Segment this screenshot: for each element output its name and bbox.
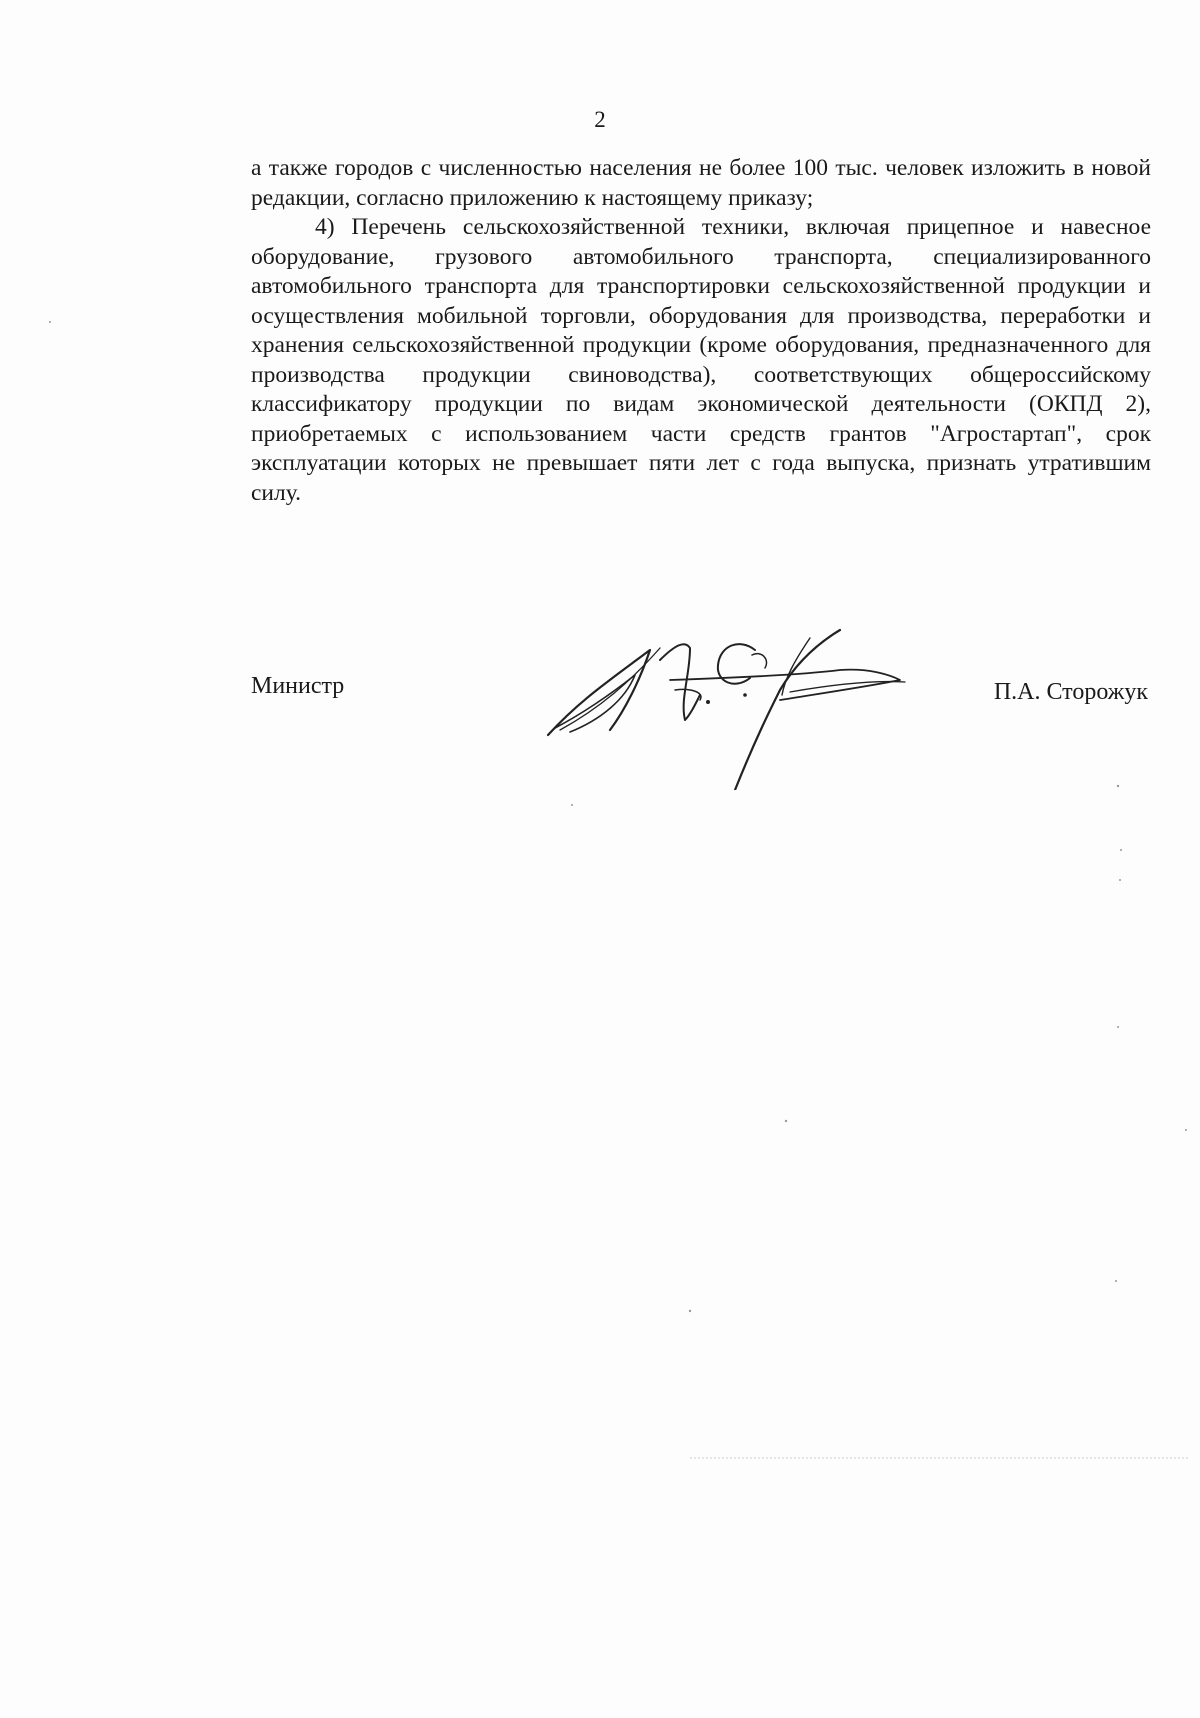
- paragraph-item-4: 4) Перечень сельскохозяйственной техники, включая прицепное и навесное оборудование, грузового автомобильного транспорта, специализированного автомобильного транспорта для транспортировки сельскохозяйственной продукции и осуществления мобильной торговли, оборудования для производства, переработки и хранения сельскохозяйственной продукции (кроме оборудования, предназначенного для производства продукции свиноводства), соответствующих общероссийскому классификатору продукции по видам экономической деятельности (ОКПД 2), приобретаемых с использованием части средств грантов "Агростартап", срок эксплуатации которых не превышает пяти лет с года выпуска, признать утратившим силу.: [251, 214, 1151, 506]
- paragraph-continuation: а также городов с численностью населения не более 100 тыс. человек изложить в новой редакции, согласно приложению к настоящему приказу;: [251, 155, 1151, 211]
- signatory-name: П.А. Сторожук: [993, 679, 1148, 705]
- page-number: 2: [594, 107, 606, 132]
- signatory-title: Министр: [251, 673, 345, 699]
